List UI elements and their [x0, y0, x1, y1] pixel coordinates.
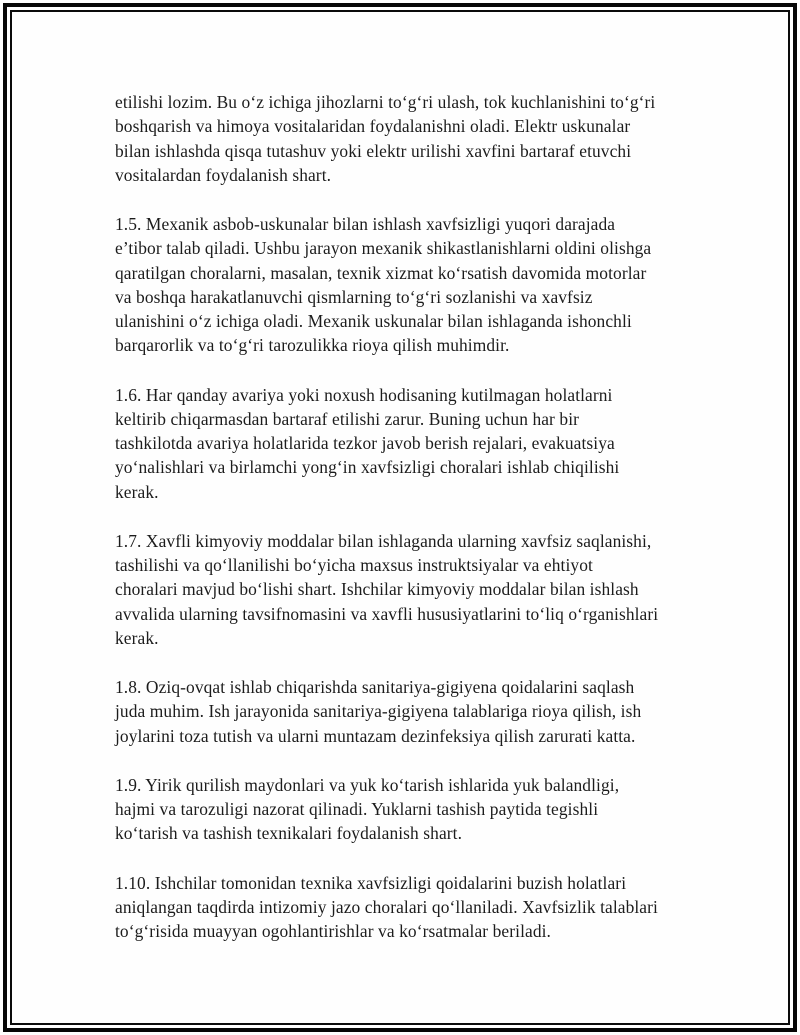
- text-line: tashkilotda avariya holatlarida tezkor javob berish rejalari, evakuatsiya: [115, 433, 615, 454]
- text-line: boshqarish va himoya vositalaridan foydalanishni oladi. Elektr uskunalar: [115, 116, 631, 137]
- text-line: aniqlangan taqdirda intizomiy jazo choralari qoʻllaniladi. Xavfsizlik talablari: [115, 896, 658, 917]
- text-line: 1.9. Yirik qurilish maydonlari va yuk koʻtarish ishlarida yuk balandligi,: [115, 774, 620, 795]
- text-line: kerak.: [115, 481, 159, 502]
- paragraph: [115, 871, 695, 944]
- text-line: avvalida ularning tavsifnomasini va xavfli hususiyatlarini toʻliq oʻrganishlari: [115, 603, 659, 624]
- text-line: vositalardan foydalanish shart.: [115, 164, 332, 185]
- text-line: 1.10. Ishchilar tomonidan texnika xavfsizligi qoidalarini buzish holatlari: [115, 872, 627, 893]
- text-line: barqarorlik va toʻgʻri tarozulikka rioya qilish muhimdir.: [115, 335, 510, 356]
- text-line: juda muhim. Ish jarayonida sanitariya-gigiyena talablariga rioya qilish, ish: [115, 701, 642, 722]
- text-line: joylarini toza tutish va ularni muntazam dezinfeksiya qilish zarurati katta.: [115, 725, 636, 746]
- text-line: koʻtarish va tashish texnikalari foydalanish shart.: [115, 823, 463, 844]
- paragraph: [115, 212, 695, 358]
- text-line: qaratilgan choralarni, masalan, texnik xizmat koʻrsatish davomida motorlar: [115, 262, 647, 283]
- text-line: yoʻnalishlari va birlamchi yongʻin xavfsizligi choralari ishlab chiqilishi: [115, 457, 620, 478]
- text-line: e’tibor talab qiladi. Ushbu jarayon mexanik shikastlanishlarni oldini olishga: [115, 238, 652, 259]
- text-line: 1.8. Oziq-ovqat ishlab chiqarishda sanitariya-gigiyena qoidalarini saqlash: [115, 677, 635, 698]
- paragraph: [115, 529, 695, 650]
- text-line: keltirib chiqarmasdan bartaraf etilishi zarur. Buning uchun har bir: [115, 408, 580, 429]
- text-line: kerak.: [115, 628, 159, 649]
- text-line: va boshqa harakatlanuvchi qismlarning toʻgʻri sozlanishi va xavfsiz: [115, 286, 593, 307]
- text-line: 1.5. Mexanik asbob-uskunalar bilan ishlash xavfsizligi yuqori darajada: [115, 213, 616, 234]
- text-line: etilishi lozim. Bu oʻz ichiga jihozlarni toʻgʻri ulash, tok kuchlanishini toʻgʻri: [115, 92, 656, 112]
- text-line: tashilishi va qoʻllanilishi boʻyicha maxsus instruktsiyalar va ehtiyot: [115, 555, 593, 576]
- text-line: 1.6. Har qanday avariya yoki noxush hodisaning kutilmagan holatlarni: [115, 384, 613, 405]
- text-line: 1.7. Xavfli kimyoviy moddalar bilan ishlaganda ularning xavfsiz saqlanishi,: [115, 530, 652, 551]
- paragraph: [115, 90, 695, 187]
- text-line: ulanishini oʻz ichiga oladi. Mexanik uskunalar bilan ishlaganda ishonchli: [115, 311, 632, 332]
- text-line: hajmi va tarozuligi nazorat qilinadi. Yuklarni tashish paytida tegishli: [115, 799, 599, 820]
- paragraph: [115, 773, 695, 846]
- text-line: bilan ishlashda qisqa tutashuv yoki elektr urilishi xavfini bartaraf etuvchi: [115, 140, 632, 161]
- paragraph: [115, 675, 695, 748]
- paragraph: [115, 383, 695, 504]
- text-line: choralari mavjud boʻlishi shart. Ishchilar kimyoviy moddalar bilan ishlash: [115, 579, 639, 600]
- document-content: [115, 90, 695, 943]
- text-line: toʻgʻrisida muayyan ogohlantirishlar va koʻrsatmalar beriladi.: [115, 921, 551, 942]
